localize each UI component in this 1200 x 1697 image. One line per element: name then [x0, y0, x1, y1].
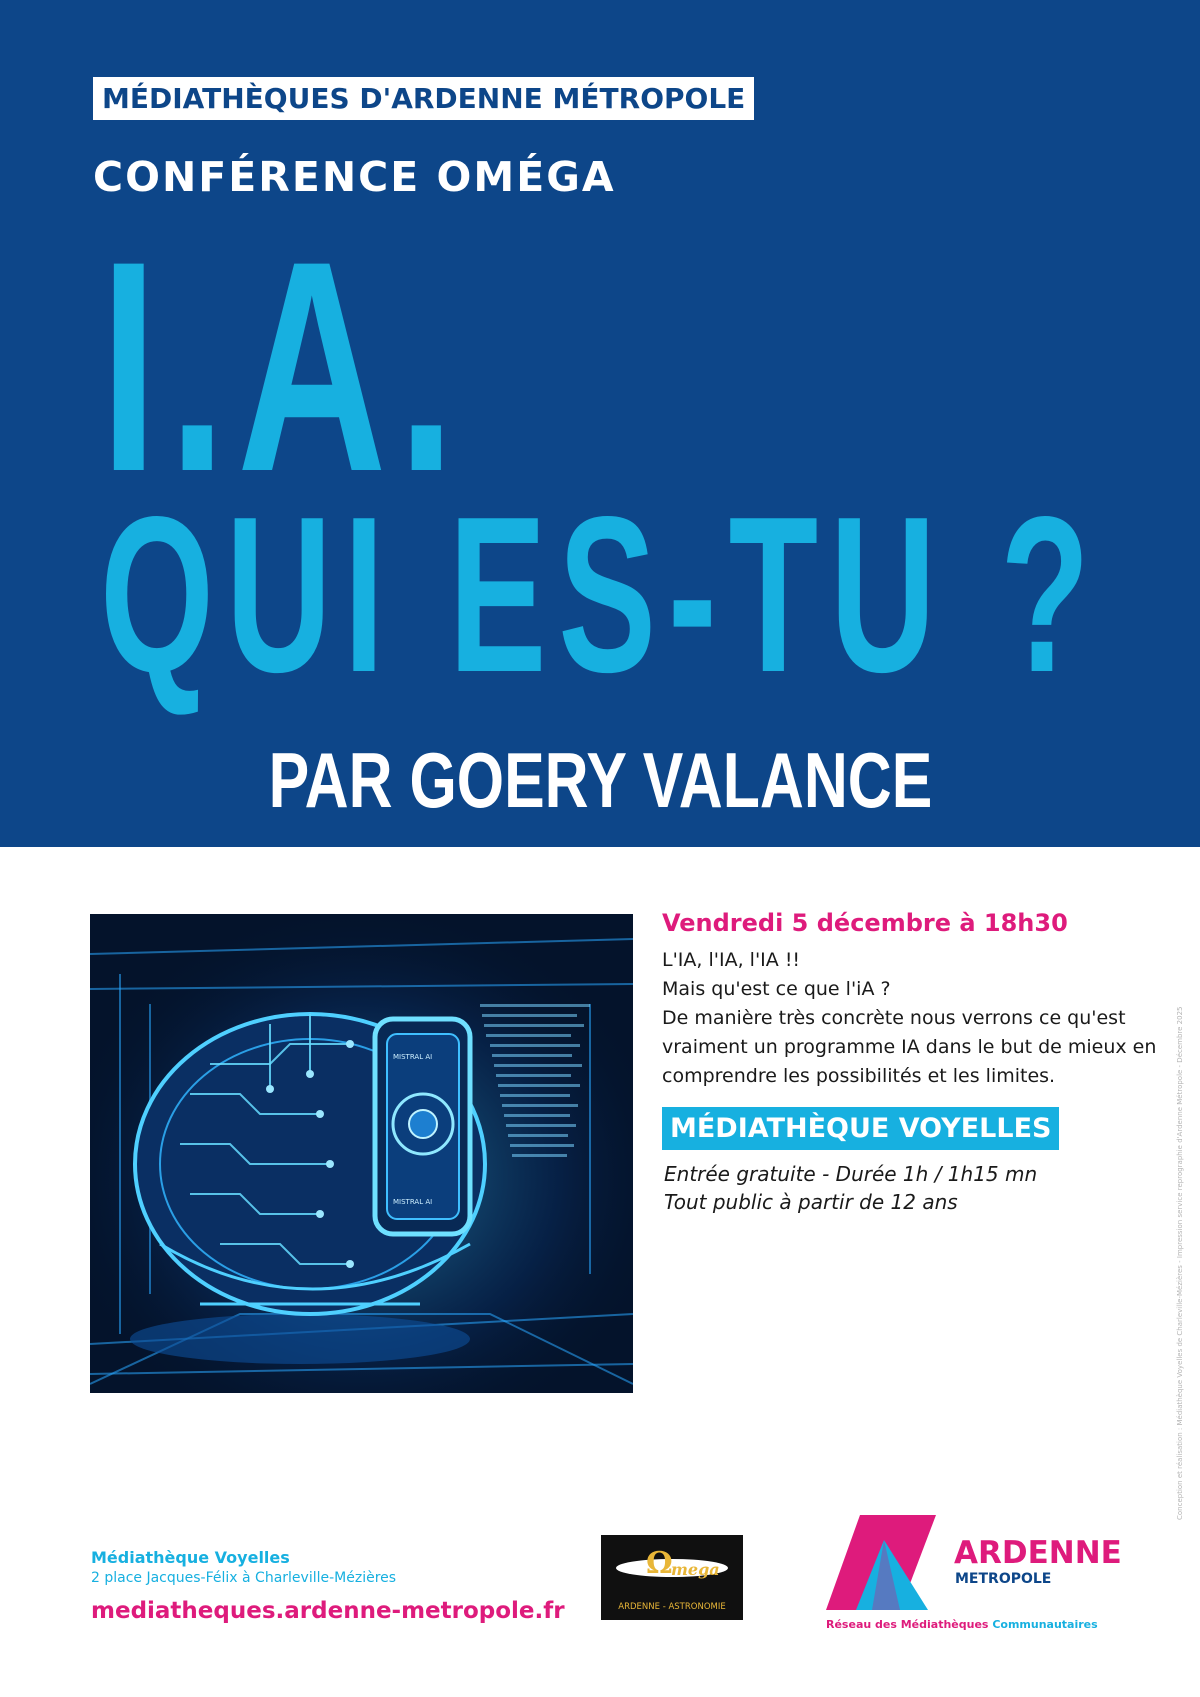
omega-name: mega	[671, 1560, 720, 1579]
omega-emblem-icon	[601, 1535, 743, 1595]
description-line-1: L'IA, l'IA, l'IA !!	[662, 949, 801, 971]
ai-brain-illustration	[90, 914, 633, 1393]
conference-title: CONFÉRENCE OMÉGA	[93, 153, 616, 201]
event-info	[664, 1160, 1037, 1216]
ardenne-wordmark: ARDENNE	[954, 1535, 1122, 1571]
image-label-top: MISTRAL AI	[393, 1053, 433, 1061]
speaker-text: PAR GOERY VALANCE	[268, 736, 932, 824]
event-date: Vendredi 5 décembre à 18h30	[662, 909, 1068, 937]
speaker-line	[0, 736, 1200, 824]
metropole-wordmark: METROPOLE	[955, 1571, 1052, 1587]
info-line-2: Tout public à partir de 12 ans	[664, 1190, 958, 1214]
footer-website-link[interactable]: mediatheques.ardenne-metropole.fr	[91, 1598, 565, 1624]
ardenne-metropole-emblem-icon	[826, 1515, 936, 1610]
venue-badge: MÉDIATHÈQUE VOYELLES	[662, 1107, 1059, 1150]
credit-line: Conception et réalisation : Médiathèque Voyelles de Charleville-Mézières - Impression service reprographie d'Ardenne Métropole - Décembre 2025	[1176, 1006, 1184, 1520]
main-title-line-2: QUI ES-TU ?	[100, 471, 1102, 719]
tagline-part-1: Réseau des Médiathèques	[826, 1618, 993, 1631]
image-label-bottom: MISTRAL AI	[393, 1198, 433, 1206]
main-title-line-1: I.A.	[100, 198, 467, 534]
hero-banner	[0, 0, 1200, 847]
footer-library-name: Médiathèque Voyelles	[91, 1548, 290, 1567]
event-description	[662, 946, 1162, 1091]
footer-address: 2 place Jacques-Félix à Charleville-Mézières	[91, 1570, 397, 1586]
omega-subtitle: ARDENNE - ASTRONOMIE	[618, 1602, 726, 1612]
info-line-1: Entrée gratuite - Durée 1h / 1h15 mn	[664, 1162, 1038, 1186]
description-line-2: Mais qu'est ce que l'iA ?	[662, 978, 891, 1000]
tagline-part-2: Communautaires	[992, 1618, 1098, 1631]
network-label: MÉDIATHÈQUES D'ARDENNE MÉTROPOLE	[93, 77, 754, 120]
network-tagline	[826, 1618, 1098, 1631]
omega-symbol: Ω	[646, 1546, 673, 1581]
omega-astronomy-logo	[601, 1535, 743, 1620]
description-line-3: De manière très concrète nous verrons ce qu'est vraiment un programme IA dans le but de mieux en comprendre les possibilités et les limites.	[662, 1007, 1157, 1087]
